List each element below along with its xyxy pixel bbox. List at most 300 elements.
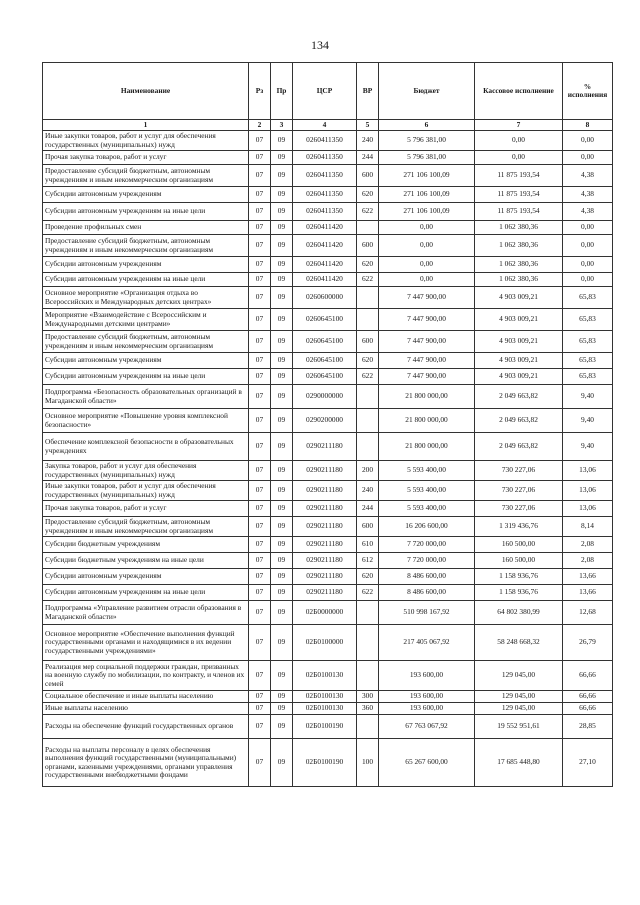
- cell-name: Субсидии автономным учреждениям: [43, 187, 249, 203]
- table-row: [43, 517, 613, 537]
- cell-cash: 11 875 193,54: [475, 165, 563, 187]
- cell-vr: 612: [357, 553, 379, 569]
- cell-pr: 09: [271, 257, 293, 273]
- cell-name: Субсидии автономным учреждениям на иные цели: [43, 585, 249, 601]
- cell-cash: 0,00: [475, 131, 563, 151]
- cell-budget: 7 447 900,00: [379, 369, 475, 385]
- cell-pr: 09: [271, 569, 293, 585]
- cell-name: Предоставление субсидий бюджетным, автономным учреждениям и иным некоммерческим организациям: [43, 165, 249, 187]
- cell-vr: 620: [357, 569, 379, 585]
- cell-pr: 09: [271, 625, 293, 661]
- cell-name: Субсидии автономным учреждениям: [43, 569, 249, 585]
- cell-vr: 244: [357, 501, 379, 517]
- header-row: [43, 63, 613, 120]
- cell-vr: [357, 433, 379, 461]
- cell-csr: 0260645100: [293, 369, 357, 385]
- cell-cash: 730 227,06: [475, 481, 563, 501]
- cell-cash: 129 045,00: [475, 691, 563, 703]
- cell-cash: 1 319 436,76: [475, 517, 563, 537]
- cell-rz: 07: [249, 481, 271, 501]
- cell-pr: 09: [271, 287, 293, 309]
- cell-csr: 0260600000: [293, 287, 357, 309]
- cell-cash: 129 045,00: [475, 703, 563, 715]
- cell-budget: 217 405 067,92: [379, 625, 475, 661]
- column-index: 3: [271, 120, 293, 131]
- cell-pr: 09: [271, 369, 293, 385]
- table-row: [43, 715, 613, 739]
- cell-rz: 07: [249, 273, 271, 287]
- column-index: 4: [293, 120, 357, 131]
- cell-pr: 09: [271, 461, 293, 481]
- table-row: [43, 553, 613, 569]
- cell-rz: 07: [249, 601, 271, 625]
- cell-pct: 0,00: [563, 151, 613, 165]
- cell-csr: 02Б0000000: [293, 601, 357, 625]
- column-index-row: [43, 120, 613, 131]
- cell-pr: 09: [271, 585, 293, 601]
- cell-pr: 09: [271, 187, 293, 203]
- cell-name: Мероприятие «Взаимодействие с Всероссийским и Международными детскими центрами»: [43, 309, 249, 331]
- table-row: [43, 131, 613, 151]
- cell-rz: 07: [249, 661, 271, 691]
- cell-cash: 1 158 936,76: [475, 585, 563, 601]
- cell-budget: 193 600,00: [379, 691, 475, 703]
- header-csr: ЦСР: [293, 63, 357, 120]
- cell-vr: 622: [357, 203, 379, 221]
- cell-cash: 1 062 380,36: [475, 257, 563, 273]
- table-row: [43, 569, 613, 585]
- cell-name: Расходы на выплаты персоналу в целях обеспечения выполнения функций государственными (муниципальными) органами, казенными учреждениями, органами управления государственными внебюджетными фондами: [43, 739, 249, 787]
- cell-name: Иные выплаты населению: [43, 703, 249, 715]
- cell-budget: 21 800 000,00: [379, 385, 475, 409]
- cell-name: Иные закупки товаров, работ и услуг для обеспечения государственных (муниципальных) нужд: [43, 481, 249, 501]
- cell-pct: 0,00: [563, 221, 613, 235]
- cell-name: Реализация мер социальной поддержки граждан, призванных на военную службу по мобилизации, по контракту, и членов их семей: [43, 661, 249, 691]
- cell-vr: 600: [357, 165, 379, 187]
- cell-pr: 09: [271, 517, 293, 537]
- cell-budget: 271 106 100,09: [379, 187, 475, 203]
- cell-pr: 09: [271, 221, 293, 235]
- column-index: 6: [379, 120, 475, 131]
- cell-vr: [357, 625, 379, 661]
- cell-name: Проведение профильных смен: [43, 221, 249, 235]
- cell-csr: 0290211180: [293, 553, 357, 569]
- cell-pct: 13,06: [563, 501, 613, 517]
- cell-budget: 7 720 000,00: [379, 537, 475, 553]
- cell-csr: 0260411350: [293, 151, 357, 165]
- cell-budget: 7 447 900,00: [379, 287, 475, 309]
- cell-vr: 610: [357, 537, 379, 553]
- cell-rz: 07: [249, 569, 271, 585]
- table-row: [43, 601, 613, 625]
- table-row: [43, 691, 613, 703]
- cell-rz: 07: [249, 235, 271, 257]
- cell-pct: 2,08: [563, 537, 613, 553]
- cell-rz: 07: [249, 715, 271, 739]
- cell-cash: 1 158 936,76: [475, 569, 563, 585]
- cell-cash: 1 062 380,36: [475, 273, 563, 287]
- cell-csr: 0260411350: [293, 203, 357, 221]
- cell-cash: 1 062 380,36: [475, 235, 563, 257]
- cell-rz: 07: [249, 433, 271, 461]
- table-row: [43, 461, 613, 481]
- cell-budget: 193 600,00: [379, 703, 475, 715]
- table-row: [43, 309, 613, 331]
- cell-cash: 64 802 380,99: [475, 601, 563, 625]
- cell-pr: 09: [271, 433, 293, 461]
- cell-budget: 7 447 900,00: [379, 353, 475, 369]
- cell-csr: 0290211180: [293, 433, 357, 461]
- cell-pct: 66,66: [563, 703, 613, 715]
- cell-budget: 193 600,00: [379, 661, 475, 691]
- cell-rz: 07: [249, 309, 271, 331]
- header-budget: Бюджет: [379, 63, 475, 120]
- cell-csr: 0290211180: [293, 569, 357, 585]
- cell-cash: 129 045,00: [475, 661, 563, 691]
- cell-pr: 09: [271, 537, 293, 553]
- cell-rz: 07: [249, 691, 271, 703]
- cell-budget: 65 267 600,00: [379, 739, 475, 787]
- cell-vr: [357, 409, 379, 433]
- cell-pct: 0,00: [563, 235, 613, 257]
- cell-rz: 07: [249, 165, 271, 187]
- table-row: [43, 703, 613, 715]
- cell-name: Социальное обеспечение и иные выплаты населению: [43, 691, 249, 703]
- cell-rz: 07: [249, 331, 271, 353]
- column-index: 2: [249, 120, 271, 131]
- cell-csr: 0290211180: [293, 585, 357, 601]
- cell-budget: 7 447 900,00: [379, 331, 475, 353]
- cell-cash: 730 227,06: [475, 501, 563, 517]
- cell-csr: 0290211180: [293, 517, 357, 537]
- table-body: [43, 131, 613, 787]
- cell-pct: 0,00: [563, 257, 613, 273]
- header-pr: Пр: [271, 63, 293, 120]
- cell-rz: 07: [249, 221, 271, 235]
- cell-csr: 0290000000: [293, 385, 357, 409]
- cell-pr: 09: [271, 601, 293, 625]
- header-rz: Рз: [249, 63, 271, 120]
- cell-rz: 07: [249, 353, 271, 369]
- cell-csr: 0290211180: [293, 481, 357, 501]
- cell-budget: 510 998 167,92: [379, 601, 475, 625]
- cell-name: Основное мероприятие «Обеспечение выполнения функций государственными органами и находящимися в их ведении государственными учреждениями»: [43, 625, 249, 661]
- cell-pct: 12,68: [563, 601, 613, 625]
- cell-rz: 07: [249, 187, 271, 203]
- cell-name: Подпрограмма «Управление развитием отрасли образования в Магаданской области»: [43, 601, 249, 625]
- cell-vr: 100: [357, 739, 379, 787]
- cell-name: Основное мероприятие «Организация отдыха во Всероссийских и Международных детских центрах»: [43, 287, 249, 309]
- cell-vr: 622: [357, 273, 379, 287]
- cell-vr: 360: [357, 703, 379, 715]
- cell-name: Предоставление субсидий бюджетным, автономным учреждениям и иным некоммерческим организациям: [43, 235, 249, 257]
- cell-pr: 09: [271, 553, 293, 569]
- table-row: [43, 481, 613, 501]
- cell-pct: 66,66: [563, 691, 613, 703]
- cell-cash: 1 062 380,36: [475, 221, 563, 235]
- cell-pr: 09: [271, 481, 293, 501]
- table-row: [43, 433, 613, 461]
- cell-pct: 13,06: [563, 461, 613, 481]
- cell-pct: 4,38: [563, 187, 613, 203]
- cell-vr: 240: [357, 131, 379, 151]
- cell-csr: 0290200000: [293, 409, 357, 433]
- table-row: [43, 409, 613, 433]
- cell-cash: 17 685 448,80: [475, 739, 563, 787]
- cell-vr: 200: [357, 461, 379, 481]
- cell-vr: [357, 309, 379, 331]
- cell-budget: 5 796 381,00: [379, 151, 475, 165]
- cell-pct: 0,00: [563, 273, 613, 287]
- cell-pr: 09: [271, 309, 293, 331]
- cell-pr: 09: [271, 739, 293, 787]
- cell-budget: 7 720 000,00: [379, 553, 475, 569]
- cell-vr: 244: [357, 151, 379, 165]
- cell-cash: 730 227,06: [475, 461, 563, 481]
- cell-name: Субсидии автономным учреждениям на иные цели: [43, 273, 249, 287]
- cell-pct: 66,66: [563, 661, 613, 691]
- cell-name: Субсидии бюджетным учреждениям на иные цели: [43, 553, 249, 569]
- table-row: [43, 187, 613, 203]
- cell-pr: 09: [271, 715, 293, 739]
- cell-csr: 02Б0100130: [293, 691, 357, 703]
- cell-rz: 07: [249, 385, 271, 409]
- cell-cash: 160 500,00: [475, 553, 563, 569]
- cell-budget: 7 447 900,00: [379, 309, 475, 331]
- cell-cash: 58 248 668,32: [475, 625, 563, 661]
- column-index: 5: [357, 120, 379, 131]
- cell-cash: 2 049 663,82: [475, 385, 563, 409]
- cell-name: Субсидии автономным учреждениям на иные цели: [43, 369, 249, 385]
- header-pct: % исполнения: [563, 63, 613, 120]
- cell-pct: 0,00: [563, 131, 613, 151]
- cell-pr: 09: [271, 235, 293, 257]
- budget-execution-table: [42, 62, 613, 787]
- cell-pct: 4,38: [563, 203, 613, 221]
- cell-name: Субсидии автономным учреждениям: [43, 257, 249, 273]
- cell-cash: 4 903 009,21: [475, 309, 563, 331]
- table-row: [43, 203, 613, 221]
- cell-pr: 09: [271, 409, 293, 433]
- cell-vr: 620: [357, 257, 379, 273]
- cell-pct: 27,10: [563, 739, 613, 787]
- cell-name: Субсидии автономным учреждениям: [43, 353, 249, 369]
- cell-pct: 13,66: [563, 569, 613, 585]
- cell-budget: 67 763 067,92: [379, 715, 475, 739]
- cell-csr: 02Б0100000: [293, 625, 357, 661]
- cell-cash: 11 875 193,54: [475, 187, 563, 203]
- cell-vr: 622: [357, 585, 379, 601]
- header-cash: Кассовое исполнение: [475, 63, 563, 120]
- cell-pr: 09: [271, 661, 293, 691]
- cell-csr: 0260411420: [293, 273, 357, 287]
- cell-pr: 09: [271, 203, 293, 221]
- cell-rz: 07: [249, 703, 271, 715]
- cell-cash: 4 903 009,21: [475, 287, 563, 309]
- column-index: 7: [475, 120, 563, 131]
- cell-vr: 600: [357, 331, 379, 353]
- cell-budget: 0,00: [379, 235, 475, 257]
- table-row: [43, 151, 613, 165]
- cell-rz: 07: [249, 537, 271, 553]
- cell-pr: 09: [271, 703, 293, 715]
- cell-name: Предоставление субсидий бюджетным, автономным учреждениям и иным некоммерческим организациям: [43, 517, 249, 537]
- cell-csr: 0290211180: [293, 461, 357, 481]
- cell-csr: 0260411350: [293, 131, 357, 151]
- cell-pr: 09: [271, 691, 293, 703]
- cell-rz: 07: [249, 203, 271, 221]
- cell-vr: 620: [357, 187, 379, 203]
- cell-name: Субсидии автономным учреждениям на иные цели: [43, 203, 249, 221]
- cell-vr: 300: [357, 691, 379, 703]
- cell-name: Субсидии бюджетным учреждениям: [43, 537, 249, 553]
- cell-csr: 0260411350: [293, 165, 357, 187]
- cell-csr: 0260411420: [293, 257, 357, 273]
- cell-vr: [357, 715, 379, 739]
- cell-name: Обеспечение комплексной безопасности в образовательных учреждениях: [43, 433, 249, 461]
- cell-rz: 07: [249, 739, 271, 787]
- table-row: [43, 625, 613, 661]
- table-row: [43, 369, 613, 385]
- cell-pct: 9,40: [563, 385, 613, 409]
- cell-vr: 600: [357, 517, 379, 537]
- table-row: [43, 585, 613, 601]
- cell-cash: 160 500,00: [475, 537, 563, 553]
- cell-budget: 8 486 600,00: [379, 569, 475, 585]
- cell-cash: 19 552 951,61: [475, 715, 563, 739]
- cell-pct: 65,83: [563, 331, 613, 353]
- cell-vr: 620: [357, 353, 379, 369]
- cell-pct: 13,06: [563, 481, 613, 501]
- cell-cash: 2 049 663,82: [475, 409, 563, 433]
- cell-budget: 0,00: [379, 257, 475, 273]
- cell-budget: 21 800 000,00: [379, 433, 475, 461]
- cell-vr: 622: [357, 369, 379, 385]
- cell-csr: 02Б0100130: [293, 661, 357, 691]
- cell-pct: 8,14: [563, 517, 613, 537]
- cell-cash: 2 049 663,82: [475, 433, 563, 461]
- cell-budget: 5 593 400,00: [379, 501, 475, 517]
- cell-csr: 0290211180: [293, 501, 357, 517]
- cell-pct: 28,85: [563, 715, 613, 739]
- cell-budget: 5 593 400,00: [379, 461, 475, 481]
- table-row: [43, 537, 613, 553]
- table-row: [43, 221, 613, 235]
- cell-csr: 0260411420: [293, 221, 357, 235]
- cell-name: Закупка товаров, работ и услуг для обеспечения государственных (муниципальных) нужд: [43, 461, 249, 481]
- table-row: [43, 385, 613, 409]
- table-row: [43, 273, 613, 287]
- cell-csr: 0260411420: [293, 235, 357, 257]
- cell-rz: 07: [249, 625, 271, 661]
- cell-name: Расходы на обеспечение функций государственных органов: [43, 715, 249, 739]
- cell-rz: 07: [249, 461, 271, 481]
- cell-rz: 07: [249, 553, 271, 569]
- cell-pct: 26,79: [563, 625, 613, 661]
- header-name: Наименование: [43, 63, 249, 120]
- cell-rz: 07: [249, 409, 271, 433]
- header-vr: ВР: [357, 63, 379, 120]
- cell-cash: 4 903 009,21: [475, 369, 563, 385]
- table-row: [43, 661, 613, 691]
- cell-budget: 5 796 381,00: [379, 131, 475, 151]
- cell-pct: 65,83: [563, 353, 613, 369]
- cell-vr: 600: [357, 235, 379, 257]
- cell-budget: 0,00: [379, 273, 475, 287]
- cell-cash: 0,00: [475, 151, 563, 165]
- cell-budget: 0,00: [379, 221, 475, 235]
- cell-cash: 4 903 009,21: [475, 331, 563, 353]
- cell-budget: 271 106 100,09: [379, 203, 475, 221]
- cell-pct: 65,83: [563, 309, 613, 331]
- page-number: 134: [311, 38, 329, 52]
- cell-rz: 07: [249, 151, 271, 165]
- column-index: 8: [563, 120, 613, 131]
- cell-pr: 09: [271, 331, 293, 353]
- cell-budget: 16 206 600,00: [379, 517, 475, 537]
- cell-budget: 271 106 100,09: [379, 165, 475, 187]
- cell-pct: 65,83: [563, 287, 613, 309]
- table-row: [43, 165, 613, 187]
- cell-pr: 09: [271, 353, 293, 369]
- cell-rz: 07: [249, 585, 271, 601]
- cell-pct: 9,40: [563, 409, 613, 433]
- cell-cash: 4 903 009,21: [475, 353, 563, 369]
- column-index: 1: [43, 120, 249, 131]
- cell-name: Иные закупки товаров, работ и услуг для обеспечения государственных (муниципальных) нужд: [43, 131, 249, 151]
- cell-vr: [357, 221, 379, 235]
- cell-cash: 11 875 193,54: [475, 203, 563, 221]
- cell-pr: 09: [271, 165, 293, 187]
- cell-csr: 0260645100: [293, 331, 357, 353]
- table-row: [43, 739, 613, 787]
- cell-name: Основное мероприятие «Повышение уровня комплексной безопасности»: [43, 409, 249, 433]
- cell-csr: 0260411350: [293, 187, 357, 203]
- cell-rz: 07: [249, 131, 271, 151]
- cell-csr: 02Б0100130: [293, 703, 357, 715]
- cell-pr: 09: [271, 151, 293, 165]
- cell-name: Прочая закупка товаров, работ и услуг: [43, 151, 249, 165]
- cell-pct: 13,66: [563, 585, 613, 601]
- cell-rz: 07: [249, 501, 271, 517]
- cell-name: Прочая закупка товаров, работ и услуг: [43, 501, 249, 517]
- cell-pr: 09: [271, 273, 293, 287]
- table-row: [43, 353, 613, 369]
- table-row: [43, 331, 613, 353]
- cell-name: Предоставление субсидий бюджетным, автономным учреждениям и иным некоммерческим организациям: [43, 331, 249, 353]
- cell-vr: 240: [357, 481, 379, 501]
- cell-vr: [357, 287, 379, 309]
- cell-name: Подпрограмма «Безопасность образовательных организаций в Магаданской области»: [43, 385, 249, 409]
- cell-rz: 07: [249, 369, 271, 385]
- table-row: [43, 257, 613, 273]
- cell-vr: [357, 661, 379, 691]
- table-row: [43, 235, 613, 257]
- cell-csr: 0290211180: [293, 537, 357, 553]
- cell-rz: 07: [249, 287, 271, 309]
- cell-vr: [357, 601, 379, 625]
- cell-pct: 65,83: [563, 369, 613, 385]
- cell-csr: 02Б0100190: [293, 739, 357, 787]
- cell-pr: 09: [271, 385, 293, 409]
- cell-pr: 09: [271, 501, 293, 517]
- cell-pct: 9,40: [563, 433, 613, 461]
- cell-rz: 07: [249, 257, 271, 273]
- cell-budget: 5 593 400,00: [379, 481, 475, 501]
- cell-csr: 02Б0100190: [293, 715, 357, 739]
- cell-pct: 4,38: [563, 165, 613, 187]
- cell-budget: 21 800 000,00: [379, 409, 475, 433]
